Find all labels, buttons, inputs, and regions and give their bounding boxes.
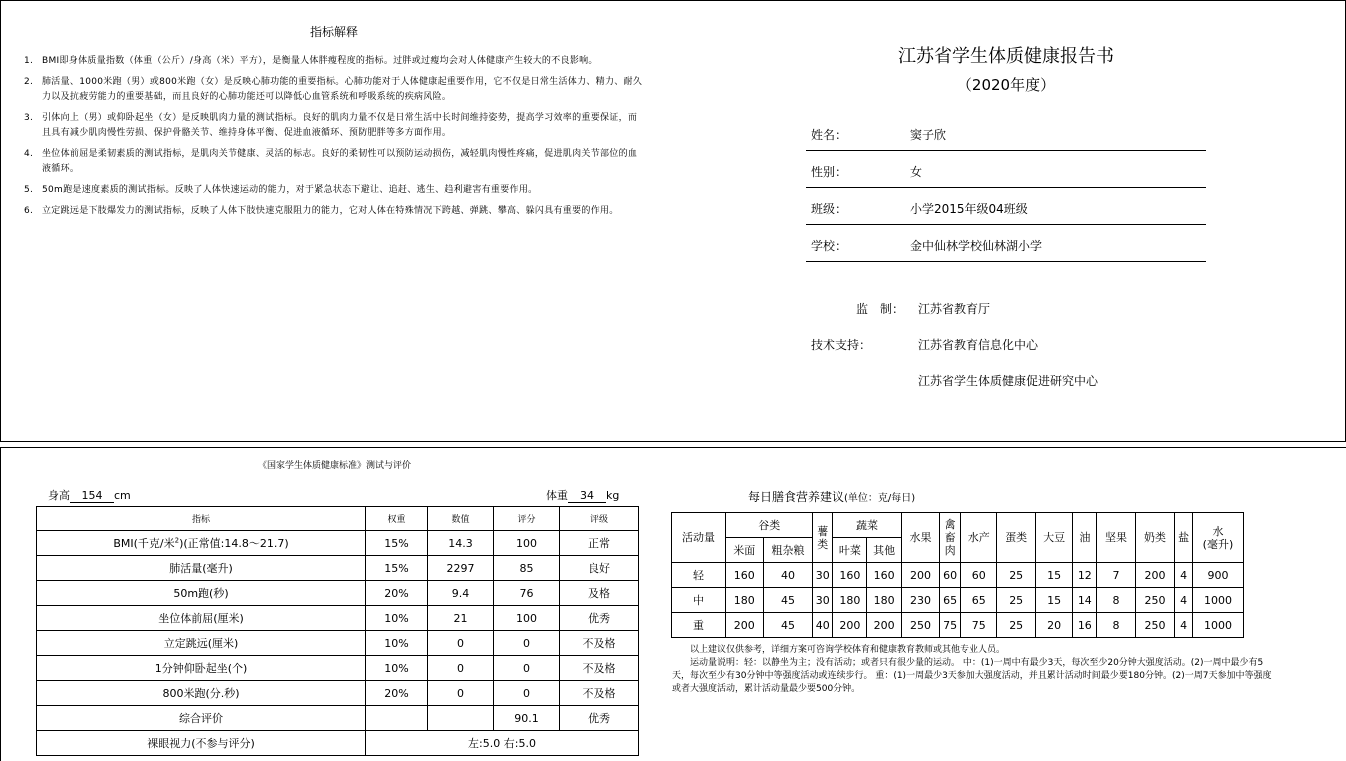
info-label: 姓名： bbox=[811, 128, 848, 142]
header-veg: 蔬菜 bbox=[833, 513, 902, 538]
support-value-2: 江苏省学生体质健康促进研究中心 bbox=[918, 374, 1099, 388]
weight-cell: 10% bbox=[366, 656, 428, 681]
score-cell: 0 bbox=[494, 631, 560, 656]
diet-note-reference: 以上建议仅供参考，详细方案可咨询学校体育和健康教育教师或其他专业人员。 bbox=[690, 645, 1006, 655]
header-fruit: 水果 bbox=[901, 513, 939, 563]
info-row-name bbox=[806, 114, 1206, 151]
supervise-value: 江苏省教育厅 bbox=[918, 302, 991, 316]
header-grains: 谷类 bbox=[726, 513, 813, 538]
indicator-item: 4. 坐位体前屈是柔韧素质的测试指标，是肌肉关节健康、灵活的标志。良好的柔韧性可以预防运动损伤，减轻肌肉慢性疼痛，促进肌肉关节部位的血液循环。 bbox=[24, 147, 644, 177]
info-label: 学校： bbox=[811, 239, 848, 253]
header-oil: 油 bbox=[1073, 513, 1097, 563]
indicator-name-cell: 肺活量(毫升) bbox=[37, 556, 366, 581]
grade-cell: 正常 bbox=[560, 531, 639, 556]
header-salt: 盐 bbox=[1175, 513, 1193, 563]
info-label: 性别： bbox=[811, 165, 848, 179]
report-title: 江苏省学生体质健康报告书 bbox=[898, 46, 1114, 67]
height-value: 154 bbox=[70, 489, 114, 503]
value-cell: 2297 bbox=[428, 556, 494, 581]
value-cell: 0 bbox=[428, 681, 494, 706]
header-potato: 薯类 bbox=[813, 513, 833, 563]
indicator-item: 6. 立定跳远是下肢爆发力的测试指标，反映了人体下肢快速克服阻力的能力，它对人体在特殊情况下跨越、弹跳、攀高、躲闪具有重要的作用。 bbox=[24, 204, 644, 219]
value-cell: 9.4 bbox=[428, 581, 494, 606]
grade-cell: 及格 bbox=[560, 581, 639, 606]
info-row-gender bbox=[806, 151, 1206, 188]
standard-title: 《国家学生体质健康标准》测试与评价 bbox=[258, 461, 412, 471]
score-cell: 0 bbox=[494, 681, 560, 706]
student-school: 金中仙林学校仙林湖小学 bbox=[910, 239, 1043, 253]
indicator-item: 2. 肺活量、1000米跑（男）或800米跑（女）是反映心肺功能的重要指标。心肺功能对于人体健康起重要作用，它不仅是日常生活体力、精力、耐久力以及抗疲劳能力的重要基础，而且良好的心肺功能还可以降低心血管系统和呼吸系统的疾病风险。 bbox=[24, 75, 644, 105]
header-cell: 评级 bbox=[560, 507, 639, 531]
vision-label-cell: 裸眼视力(不参与评分) bbox=[37, 731, 366, 756]
value-cell: 0 bbox=[428, 631, 494, 656]
weight-cell: 10% bbox=[366, 631, 428, 656]
indicator-text: 立定跳远是下肢爆发力的测试指标，反映了人体下肢快速克服阻力的能力，它对人体在特殊情况下跨越、弹跳、攀高、躲闪具有重要的作用。 bbox=[42, 206, 619, 216]
header-other: 其他 bbox=[867, 538, 901, 563]
indicator-name-cell: 坐位体前屈(厘米) bbox=[37, 606, 366, 631]
table-header-row bbox=[37, 507, 639, 531]
indicators-list bbox=[24, 54, 644, 225]
header-milk: 奶类 bbox=[1135, 513, 1175, 563]
header-aquatic: 水产 bbox=[961, 513, 997, 563]
indicator-item: 5. 50m跑是速度素质的测试指标。反映了人体快速运动的能力，对于紧急状态下避让、追赶、逃生、趋利避害有重要作用。 bbox=[24, 183, 644, 198]
table-row bbox=[37, 581, 639, 606]
support-value-1: 江苏省教育信息化中心 bbox=[918, 338, 1039, 352]
student-class: 小学2015年级04班级 bbox=[910, 202, 1028, 216]
weight-cell: 15% bbox=[366, 531, 428, 556]
diet-header-row bbox=[672, 513, 1244, 538]
indicators-title: 指标解释 bbox=[310, 25, 359, 39]
indicator-text: 肺活量、1000米跑（男）或800米跑（女）是反映心肺功能的重要指标。心肺功能对于人体健康起重要作用，它不仅是日常生活体力、精力、耐久力以及抗疲劳能力的重要基础，而且良好的心肺功能还可以降低心血管系统和呼吸系统的疾病风险。 bbox=[42, 77, 643, 102]
indicator-item: 3. 引体向上（男）或仰卧起坐（女）是反映肌肉力量的测试指标。良好的肌肉力量不仅是日常生活中长时间维持姿势，提高学习效率的重要保证，而且具有减少肌肉慢性劳损、保护骨骼关节、维持身体平衡、促进血液循环、预防肥胖等多方面作用。 bbox=[24, 111, 644, 141]
header-cell: 指标 bbox=[37, 507, 366, 531]
total-grade-cell: 优秀 bbox=[560, 706, 639, 731]
indicator-name-cell: 50m跑(秒) bbox=[37, 581, 366, 606]
diet-row-medium: 中 180 45 30 180 180 230 65 65 25 15 14 8 250 4 1000 bbox=[672, 588, 1244, 613]
vision-value-cell: 左:5.0 右:5.0 bbox=[366, 731, 639, 756]
height-field: 身高 154 cm bbox=[48, 489, 131, 502]
diet-row-light: 轻 160 40 30 160 160 200 60 60 25 15 12 7 200 4 900 bbox=[672, 563, 1244, 588]
indicator-name-cell: 800米跑(分.秒) bbox=[37, 681, 366, 706]
grade-cell: 不及格 bbox=[560, 681, 639, 706]
diet-unit: (单位：克/每日) bbox=[844, 493, 916, 504]
header-rice: 米面 bbox=[726, 538, 763, 563]
diet-title: 每日膳食营养建议(单位：克/每日) bbox=[748, 490, 916, 504]
total-label-cell: 综合评价 bbox=[37, 706, 366, 731]
weight-value: 34 bbox=[568, 489, 606, 503]
weight-cell: 10% bbox=[366, 606, 428, 631]
grade-cell: 优秀 bbox=[560, 606, 639, 631]
activity-level: 重 bbox=[672, 613, 726, 638]
table-row bbox=[37, 631, 639, 656]
info-row-school bbox=[806, 225, 1206, 262]
indicator-name-cell: 立定跳远(厘米) bbox=[37, 631, 366, 656]
score-cell: 76 bbox=[494, 581, 560, 606]
header-nuts: 坚果 bbox=[1097, 513, 1135, 563]
header-cell: 数值 bbox=[428, 507, 494, 531]
table-row bbox=[37, 656, 639, 681]
header-coarse: 粗杂粮 bbox=[763, 538, 813, 563]
header-cell: 评分 bbox=[494, 507, 560, 531]
score-cell: 100 bbox=[494, 606, 560, 631]
grade-cell: 不及格 bbox=[560, 656, 639, 681]
header-soy: 大豆 bbox=[1035, 513, 1072, 563]
table-row bbox=[37, 606, 639, 631]
total-score-cell: 90.1 bbox=[494, 706, 560, 731]
support-label: 技术支持： bbox=[811, 338, 872, 352]
value-cell: 0 bbox=[428, 656, 494, 681]
info-label: 班级： bbox=[811, 202, 848, 216]
value-cell: 14.3 bbox=[428, 531, 494, 556]
header-leafy: 叶菜 bbox=[833, 538, 867, 563]
info-row-class bbox=[806, 188, 1206, 225]
activity-level: 轻 bbox=[672, 563, 726, 588]
indicator-text: 引体向上（男）或仰卧起坐（女）是反映肌肉力量的测试指标。良好的肌肉力量不仅是日常生活中长时间维持姿势，提高学习效率的重要保证，而且具有减少肌肉慢性劳损、保护骨骼关节、维持身体平衡、促进血液循环、预防肥胖等多方面作用。 bbox=[42, 113, 638, 138]
table-row-bmi bbox=[37, 531, 639, 556]
header-meat: 禽畜肉 bbox=[940, 513, 961, 563]
table-row-total bbox=[37, 706, 639, 731]
indicator-text: 坐位体前屈是柔韧素质的测试指标，是肌肉关节健康、灵活的标志。良好的柔韧性可以预防运动损伤，减轻肌肉慢性疼痛，促进肌肉关节部位的血液循环。 bbox=[42, 149, 638, 174]
score-cell: 100 bbox=[494, 531, 560, 556]
report-year: （2020年度） bbox=[956, 76, 1056, 94]
value-cell: 21 bbox=[428, 606, 494, 631]
indicator-text: BMI即身体质量指数（体重（公斤）/身高（米）平方），是衡量人体胖瘦程度的指标。过胖或过瘦均会对人体健康产生较大的不良影响。 bbox=[42, 56, 598, 66]
indicator-name-cell: BMI(千克/米$^2$)(正常值:14.8～21.7) bbox=[37, 531, 366, 556]
grade-cell: 良好 bbox=[560, 556, 639, 581]
supervise-label: 监 制： bbox=[856, 302, 905, 316]
score-cell: 0 bbox=[494, 656, 560, 681]
grade-cell: 不及格 bbox=[560, 631, 639, 656]
header-egg: 蛋类 bbox=[997, 513, 1035, 563]
weight-cell: 20% bbox=[366, 681, 428, 706]
header-cell: 权重 bbox=[366, 507, 428, 531]
table-row bbox=[37, 556, 639, 581]
diet-note-activity: 运动量说明：轻：以静坐为主；没有活动；或者只有很少量的运动。 中：(1)一周中有最少3天，每次至少20分钟大强度活动。(2)一周中最少有5天，每次至少有30分钟中等强度活动或连续步行。 重：(1)一周最少3天参加大强度活动，并且累计活动时间最少要180分钟。(2)一周7天参加中等强度或者大强度活动，累计活动量最少要500分钟。 bbox=[672, 658, 1272, 694]
activity-level: 中 bbox=[672, 588, 726, 613]
score-cell: 85 bbox=[494, 556, 560, 581]
header-water: 水 (毫升) bbox=[1192, 513, 1243, 563]
student-gender: 女 bbox=[910, 165, 923, 179]
diet-notes bbox=[672, 644, 1272, 696]
weight-field: 体重 34 kg bbox=[546, 489, 620, 502]
header-activity: 活动量 bbox=[672, 513, 726, 563]
student-name: 窦子欣 bbox=[910, 128, 947, 142]
indicator-name-cell: 1分钟仰卧起坐(个) bbox=[37, 656, 366, 681]
standard-table bbox=[36, 506, 639, 756]
indicator-text: 50m跑是速度素质的测试指标。反映了人体快速运动的能力，对于紧急状态下避让、追赶、逃生、趋利避害有重要作用。 bbox=[42, 185, 538, 195]
table-row bbox=[37, 681, 639, 706]
table-row-vision bbox=[37, 731, 639, 756]
weight-cell: 15% bbox=[366, 556, 428, 581]
diet-row-heavy: 重 200 45 40 200 200 250 75 75 25 20 16 8 250 4 1000 bbox=[672, 613, 1244, 638]
weight-cell: 20% bbox=[366, 581, 428, 606]
diet-table bbox=[671, 512, 1244, 638]
indicator-item: 1. BMI即身体质量指数（体重（公斤）/身高（米）平方），是衡量人体胖瘦程度的指标。过胖或过瘦均会对人体健康产生较大的不良影响。 bbox=[24, 54, 644, 69]
